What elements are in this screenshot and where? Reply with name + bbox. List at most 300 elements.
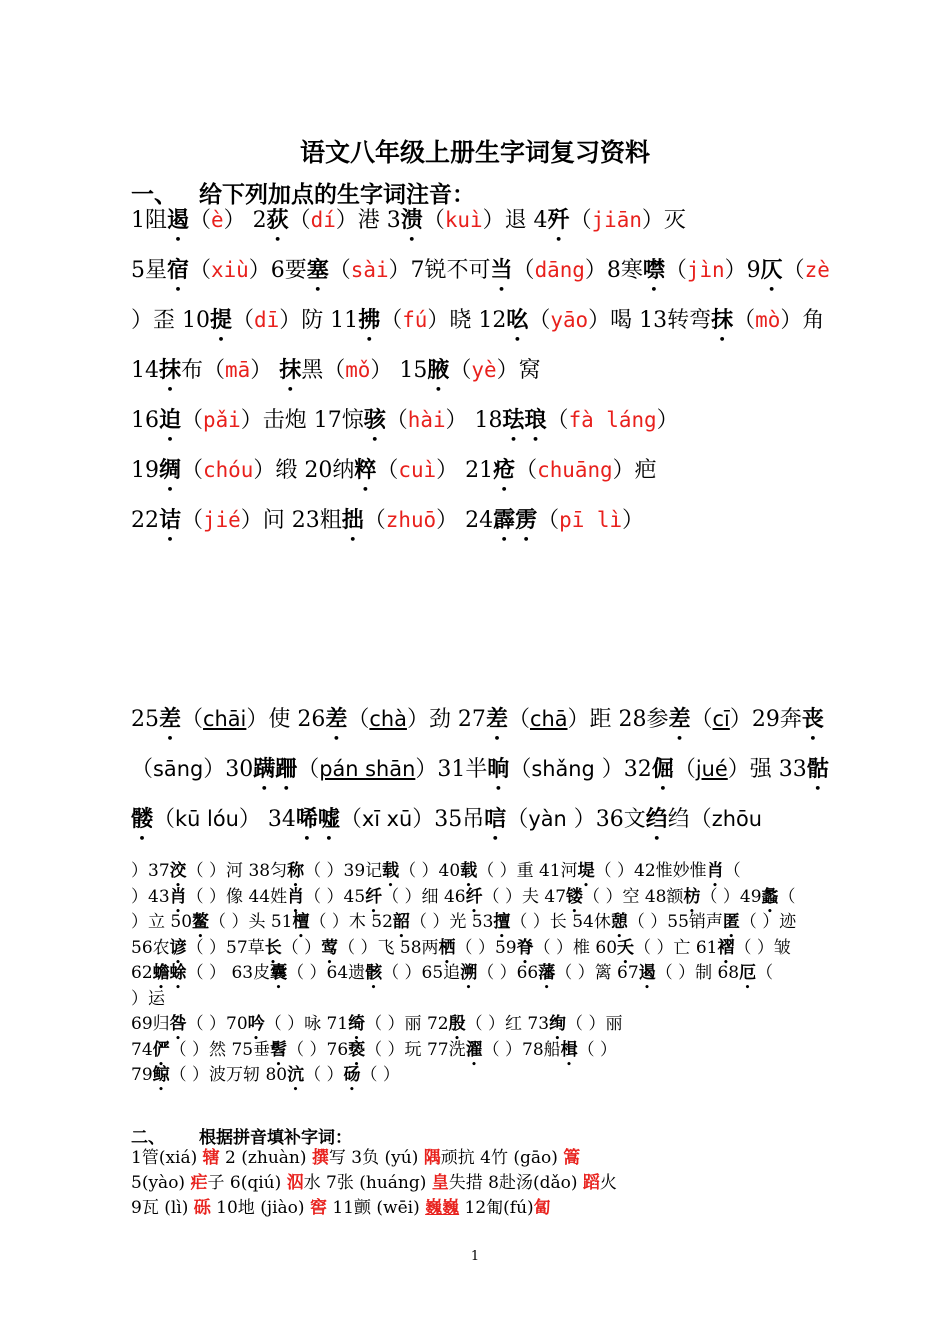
- text-line: [131, 805, 762, 845]
- line-text: 黑（: [301, 358, 346, 383]
- line-text: ）7锐不可: [388, 258, 491, 283]
- pinyin: kū lóu: [175, 807, 239, 831]
- dotted-character: 俨: [152, 1039, 170, 1060]
- line-text: 顽抗 4竹 (gāo): [440, 1148, 564, 1168]
- dotted-character: 吆: [506, 308, 529, 333]
- text-line: [131, 506, 644, 546]
- line-text: （: [189, 258, 212, 283]
- dotted-character: 溯: [460, 963, 478, 983]
- line-text: 子 6(qiú): [207, 1173, 287, 1193]
- line-text: 74: [131, 1039, 153, 1060]
- line-text: 11颤 (wēi): [326, 1198, 426, 1218]
- pinyin-answer: mò: [755, 308, 781, 332]
- text-line: [131, 1197, 551, 1219]
- line-text: （ ）亡 61: [634, 937, 718, 958]
- line-text: ）30: [203, 757, 254, 782]
- line-text: 2 (zhuàn): [219, 1148, 312, 1168]
- line-text: ） 2: [223, 208, 267, 233]
- line-text: （ ）64遗: [287, 963, 366, 983]
- dotted-character: 骸: [365, 963, 383, 983]
- dotted-character: 荻: [266, 208, 289, 233]
- dotted-character: 绮: [348, 1014, 366, 1034]
- line-text: 79: [131, 1065, 153, 1085]
- line-text: 12匍(fú): [459, 1198, 534, 1218]
- line-text: （: [181, 707, 204, 732]
- line-text: （: [153, 807, 176, 832]
- line-text: （ ）45: [304, 886, 366, 907]
- text-line: [131, 306, 824, 346]
- section-2-heading: [131, 1123, 352, 1148]
- dotted-character: 楫: [560, 1039, 578, 1060]
- line-text: ）: [250, 358, 280, 383]
- line-text: （ ）长 54休: [510, 912, 611, 932]
- pinyin-underlined: cī: [712, 707, 730, 731]
- pinyin-answer: è: [211, 208, 224, 232]
- dotted-character: 憩: [610, 912, 628, 932]
- line-text: （: [131, 757, 154, 782]
- dotted-character: 宿: [167, 258, 190, 283]
- line-text: ）: [622, 508, 645, 533]
- dotted-character: 唁: [484, 807, 507, 832]
- line-text: （ ）55销声: [627, 912, 723, 932]
- line-text: （: [733, 308, 756, 333]
- line-text: （ ）59: [455, 937, 517, 958]
- dotted-character: 肖: [169, 886, 187, 907]
- line-text: （: [232, 308, 255, 333]
- dotted-character: 噤: [642, 258, 665, 283]
- line-text: ）8寒: [584, 258, 643, 283]
- line-text: （ ）42惟妙惟: [594, 861, 707, 881]
- answer-character: 撰: [311, 1148, 329, 1168]
- dotted-character: 骇: [363, 408, 386, 433]
- section-1-label: 给下列加点的生字词注音：: [199, 182, 475, 208]
- line-text: 9瓦 (lì): [131, 1198, 194, 1218]
- line-text: （ ）头 51: [209, 912, 293, 932]
- line-text: （ ）制 68: [655, 963, 740, 983]
- dotted-character: 囊: [270, 963, 288, 983]
- line-text: ） 24: [436, 508, 494, 533]
- pinyin: xī xū: [361, 807, 413, 831]
- dotted-character: 藩: [538, 963, 556, 983]
- pinyin: shǎng: [531, 757, 595, 781]
- line-text: ）防 11: [279, 308, 359, 333]
- dotted-character: 亵: [348, 1039, 366, 1060]
- line-text: （: [380, 308, 403, 333]
- line-text: （: [537, 508, 560, 533]
- text-line: [131, 755, 829, 795]
- line-text: ）港 3: [335, 208, 401, 233]
- pinyin-answer: jiān: [591, 208, 642, 232]
- line-text: ）退 4: [482, 208, 548, 233]
- dotted-character: 洨: [169, 861, 187, 881]
- line-text: （ ）飞 58两: [338, 937, 439, 958]
- line-text: （: [506, 807, 529, 832]
- line-text: ）6要: [248, 258, 307, 283]
- line-text: 1管(xiá): [131, 1148, 203, 1168]
- line-text: ） 34: [238, 807, 296, 832]
- answer-character: 隅: [423, 1148, 441, 1168]
- line-text: （: [328, 258, 351, 283]
- line-text: ）问 23粗: [240, 508, 342, 533]
- line-text: ）: [656, 408, 679, 433]
- line-text: （: [181, 458, 204, 483]
- line-text: 10地 (jiào): [210, 1198, 310, 1218]
- dotted-character: 髫: [270, 1039, 288, 1060]
- dotted-character: 溃: [400, 208, 423, 233]
- line-text: （ ）波万轫 80: [169, 1065, 288, 1085]
- line-text: （ ）39记: [304, 861, 383, 881]
- line-text: ）缎 20纳: [253, 458, 355, 483]
- section-2-label: 根据拼音填补字词：: [199, 1128, 352, 1148]
- line-text: （: [189, 208, 212, 233]
- line-text: （: [339, 807, 362, 832]
- dotted-character: 迫: [159, 408, 182, 433]
- dotted-character: 当: [490, 258, 513, 283]
- dotted-character: 褶: [717, 937, 735, 958]
- answer-character: 泅: [286, 1173, 304, 1193]
- line-text: 25: [131, 707, 159, 732]
- line-text: （: [181, 508, 204, 533]
- line-text: （: [422, 208, 445, 233]
- line-text: （: [664, 258, 687, 283]
- dotted-character: 莺: [321, 937, 339, 958]
- line-text: 火: [599, 1173, 617, 1193]
- dotted-character: 珐琅: [502, 408, 547, 433]
- dotted-character: 蟾蜍: [152, 963, 187, 983]
- line-text: （ ）丽: [566, 1014, 623, 1034]
- pinyin-answer: zhuō: [385, 508, 437, 532]
- dotted-character: 蠡: [761, 886, 779, 907]
- dotted-character: 粹: [354, 458, 377, 483]
- line-text: （: [690, 707, 713, 732]
- pinyin-answer: yè: [471, 358, 497, 382]
- line-text: （: [673, 757, 696, 782]
- line-text: （: [376, 458, 399, 483]
- line-text: （ ）: [360, 1065, 400, 1085]
- dotted-character: 遏: [167, 208, 190, 233]
- text-line: [131, 962, 773, 993]
- pinyin-answer: fà láng: [568, 408, 657, 432]
- line-text: （ ）重 41河: [477, 861, 578, 881]
- line-text: （ ）篱 67: [555, 963, 639, 983]
- line-text: （: [449, 358, 472, 383]
- line-text: （ ）皱: [734, 937, 791, 958]
- dotted-character: 腋: [427, 358, 450, 383]
- answer-character: 匐: [533, 1198, 551, 1218]
- line-text: 水 7张 (huáng): [303, 1173, 432, 1193]
- line-text: （ ）66: [477, 963, 539, 983]
- line-text: ）角: [780, 308, 825, 333]
- dotted-character: 抹: [711, 308, 734, 333]
- line-text: （: [385, 408, 408, 433]
- line-text: （ ）光 53: [409, 912, 494, 932]
- pinyin-answer: jié: [203, 508, 241, 532]
- line-text: ）疤: [612, 458, 657, 483]
- line-text: （ ） 63皮: [186, 963, 271, 983]
- line-text: ）立 50: [131, 912, 193, 932]
- dotted-character: 蹒跚: [253, 757, 298, 782]
- line-text: 1阻: [131, 208, 167, 233]
- line-text: 写 3负 (yú): [328, 1148, 424, 1168]
- line-text: （ ）: [281, 937, 322, 958]
- line-text: ）劲 27: [406, 707, 486, 732]
- dotted-character: 拂: [358, 308, 381, 333]
- line-text: （ ）夫 47: [482, 886, 567, 907]
- line-text: （: [288, 208, 311, 233]
- line-text: 56农: [131, 937, 170, 958]
- section-1-number: 一、: [131, 182, 177, 208]
- dotted-character: 肖: [287, 886, 305, 907]
- line-text: （ ）70: [186, 1014, 248, 1034]
- pinyin-underlined: chāi: [203, 707, 247, 731]
- line-text: ）歪 10: [131, 308, 210, 333]
- line-text: ）使 26: [246, 707, 326, 732]
- answer-character: 皇: [431, 1173, 449, 1193]
- text-line: [131, 705, 824, 745]
- pinyin-underlined: chà: [369, 707, 407, 731]
- line-text: ）运: [131, 988, 165, 1009]
- page-number: 1: [470, 1249, 480, 1264]
- dotted-character: 差: [159, 707, 182, 732]
- dotted-character: 疮: [493, 458, 516, 483]
- dotted-character: 仄: [760, 258, 783, 283]
- dotted-character: 诘: [159, 508, 182, 533]
- line-text: （: [509, 757, 532, 782]
- line-text: （: [512, 258, 535, 283]
- line-text: ） 18: [445, 408, 503, 433]
- line-text: （: [363, 508, 386, 533]
- line-text: （ ）迹: [739, 912, 797, 932]
- dotted-character: 差: [325, 707, 348, 732]
- line-text: ）32: [594, 757, 652, 782]
- dotted-character: 载: [460, 861, 478, 881]
- line-text: （ ）65追: [382, 963, 461, 983]
- dotted-character: 髅: [131, 807, 154, 832]
- pinyin-underlined: pán shān: [319, 757, 416, 781]
- text-line: [131, 456, 657, 496]
- line-text: ）29奔: [729, 707, 802, 732]
- pinyin-answer: dí: [310, 208, 336, 232]
- answer-character: 砾: [193, 1198, 211, 1218]
- dotted-character: 晌: [487, 757, 510, 782]
- line-text: ）9: [724, 258, 761, 283]
- pinyin-answer: yāo: [550, 308, 589, 332]
- dotted-character: 长: [264, 937, 282, 958]
- line-text: （: [569, 208, 592, 233]
- line-text: 19: [131, 458, 159, 483]
- line-text: （ ）木 52: [309, 912, 393, 932]
- line-text: ）强 33: [727, 757, 807, 782]
- line-text: ）31半: [415, 757, 488, 782]
- line-text: （: [515, 458, 538, 483]
- dotted-character: 咎: [169, 1014, 187, 1034]
- pinyin-answer: pī lì: [559, 508, 623, 532]
- line-text: （ ）: [304, 1065, 344, 1085]
- line-text: （ ）然 75垂: [169, 1039, 271, 1060]
- pinyin-answer: dī: [254, 308, 280, 332]
- line-text: 14: [131, 358, 159, 383]
- line-text: ）37: [131, 861, 170, 881]
- pinyin-answer: cuì: [398, 458, 437, 482]
- line-text: （ ）: [577, 1039, 618, 1060]
- pinyin-answer: jìn: [686, 258, 725, 282]
- pinyin-answer: hài: [407, 408, 446, 432]
- line-text: （ ）河 38匀: [186, 861, 288, 881]
- dotted-character: 霹雳: [493, 508, 538, 533]
- dotted-character: 绚: [549, 1014, 567, 1034]
- answer-character: 篙: [563, 1148, 581, 1168]
- dotted-character: 殷: [448, 1014, 466, 1034]
- dotted-character: 堤: [577, 861, 595, 881]
- dotted-character: 骷: [806, 757, 829, 782]
- line-text: ）击炮 17惊: [240, 408, 364, 433]
- dotted-character: 沆: [287, 1065, 305, 1085]
- line-text: 22: [131, 508, 159, 533]
- pinyin-answer: fú: [402, 308, 428, 332]
- line-text: （: [507, 707, 530, 732]
- line-text: ） 15: [370, 358, 428, 383]
- pinyin-answer: kuì: [444, 208, 483, 232]
- line-text: （: [347, 707, 370, 732]
- dotted-character: 鳌: [192, 912, 210, 932]
- dotted-character: 夭: [617, 937, 635, 958]
- pinyin-answer: mā: [225, 358, 251, 382]
- pinyin-underlined: jué: [695, 757, 728, 781]
- section-2-number: 二、: [131, 1128, 165, 1148]
- pinyin: sāng: [153, 757, 204, 781]
- line-text: （ ）丽 72: [365, 1014, 449, 1034]
- line-text: ）43: [131, 886, 170, 907]
- line-text: （ ）57草: [186, 937, 265, 958]
- dotted-character: 厄: [739, 963, 757, 983]
- dotted-character: 差: [668, 707, 691, 732]
- page-title: 语文八年级上册生字词复习资料: [299, 138, 650, 167]
- line-text: （: [546, 408, 569, 433]
- pinyin-answer: dāng: [534, 258, 585, 282]
- line-text: （: [297, 757, 320, 782]
- dotted-character: 唏嘘: [295, 807, 340, 832]
- pinyin-answer: chuāng: [537, 458, 613, 482]
- dotted-character: 枋: [683, 886, 701, 907]
- dotted-character: 倔: [651, 757, 674, 782]
- line-text: 失措 8赴汤(dǎo): [448, 1173, 583, 1193]
- dotted-character: 濯: [465, 1039, 483, 1060]
- text-line: [131, 406, 679, 446]
- dotted-character: 歼: [547, 208, 570, 233]
- line-text: （ ）空 48额: [583, 886, 684, 907]
- text-line: [131, 1064, 400, 1095]
- line-text: 绉（: [667, 807, 712, 832]
- line-text: （: [778, 886, 796, 907]
- answer-character: 蹈: [582, 1173, 600, 1193]
- line-text: 16: [131, 408, 159, 433]
- dotted-character: 脊: [516, 937, 534, 958]
- line-text: （: [782, 258, 805, 283]
- line-text: （ ）椎 60: [533, 937, 618, 958]
- dotted-character: 鲸: [152, 1065, 170, 1085]
- line-text: ）35吊: [412, 807, 485, 832]
- line-text: 69归: [131, 1014, 170, 1034]
- line-text: ）喝 13转弯: [588, 308, 712, 333]
- line-text: ）窝: [496, 358, 541, 383]
- line-text: ）晓 12: [427, 308, 507, 333]
- answer-character: 窖: [309, 1198, 327, 1218]
- answer-character: 巍巍: [425, 1198, 460, 1218]
- line-text: （ ）细 46: [382, 886, 466, 907]
- line-text: ）距 28参: [567, 707, 669, 732]
- pinyin: zhōu: [711, 807, 762, 831]
- dotted-character: 谚: [169, 937, 187, 958]
- dotted-character: 抹: [159, 358, 182, 383]
- line-text: （ ）咏 71: [264, 1014, 349, 1034]
- dotted-character: 擅: [493, 912, 511, 932]
- pinyin-answer: pǎi: [203, 408, 241, 432]
- dotted-character: 载: [382, 861, 400, 881]
- dotted-character: 匿: [722, 912, 740, 932]
- dotted-character: 绸: [159, 458, 182, 483]
- line-text: （ ）40: [399, 861, 461, 881]
- dotted-character: 纤: [465, 886, 483, 907]
- dotted-character: 丧: [801, 707, 824, 732]
- dotted-character: 镂: [566, 886, 584, 907]
- line-text: （ ）像 44姓: [186, 886, 288, 907]
- dotted-character: 吟: [247, 1014, 265, 1034]
- line-text: （: [756, 963, 774, 983]
- text-line: [131, 206, 686, 246]
- text-line: [131, 1147, 580, 1169]
- line-text: ）灭: [641, 208, 686, 233]
- answer-character: 辖: [202, 1148, 220, 1168]
- line-text: ）36文: [566, 807, 646, 832]
- dotted-character: 抹: [279, 358, 302, 383]
- dotted-character: 塞: [306, 258, 329, 283]
- pinyin: yàn: [528, 807, 567, 831]
- line-text: （ ）红 73: [465, 1014, 550, 1034]
- pinyin-answer: xiù: [211, 258, 249, 282]
- dotted-character: 称: [287, 861, 305, 881]
- dotted-character: 檀: [292, 912, 310, 932]
- text-line: [131, 1172, 617, 1194]
- dotted-character: 差: [485, 707, 508, 732]
- section-1-heading: [131, 176, 475, 209]
- line-text: 62: [131, 963, 153, 983]
- line-text: （: [723, 861, 741, 881]
- pinyin-answer: mǒ: [345, 358, 371, 382]
- line-text: ） 21: [436, 458, 494, 483]
- line-text: 布（: [181, 358, 226, 383]
- pinyin-underlined: chā: [529, 707, 568, 731]
- line-text: 5(yào): [131, 1173, 191, 1193]
- answer-character: 疟: [190, 1173, 208, 1193]
- line-text: （ ）玩 77洗: [365, 1039, 466, 1060]
- dotted-character: 拙: [341, 508, 364, 533]
- pinyin-answer: chóu: [203, 458, 254, 482]
- dotted-character: 砀: [343, 1065, 361, 1085]
- pinyin-answer: zè: [804, 258, 830, 282]
- dotted-character: 韶: [392, 912, 410, 932]
- line-text: 5星: [131, 258, 167, 283]
- line-text: （ ）78船: [482, 1039, 561, 1060]
- line-text: （ ）76: [287, 1039, 349, 1060]
- text-line: [131, 988, 165, 1010]
- text-line: [131, 256, 830, 296]
- dotted-character: 肖: [706, 861, 724, 881]
- dotted-character: 纤: [365, 886, 383, 907]
- text-line: [131, 356, 541, 396]
- line-text: （ ）49: [700, 886, 762, 907]
- line-text: （: [528, 308, 551, 333]
- line-text: （: [181, 408, 204, 433]
